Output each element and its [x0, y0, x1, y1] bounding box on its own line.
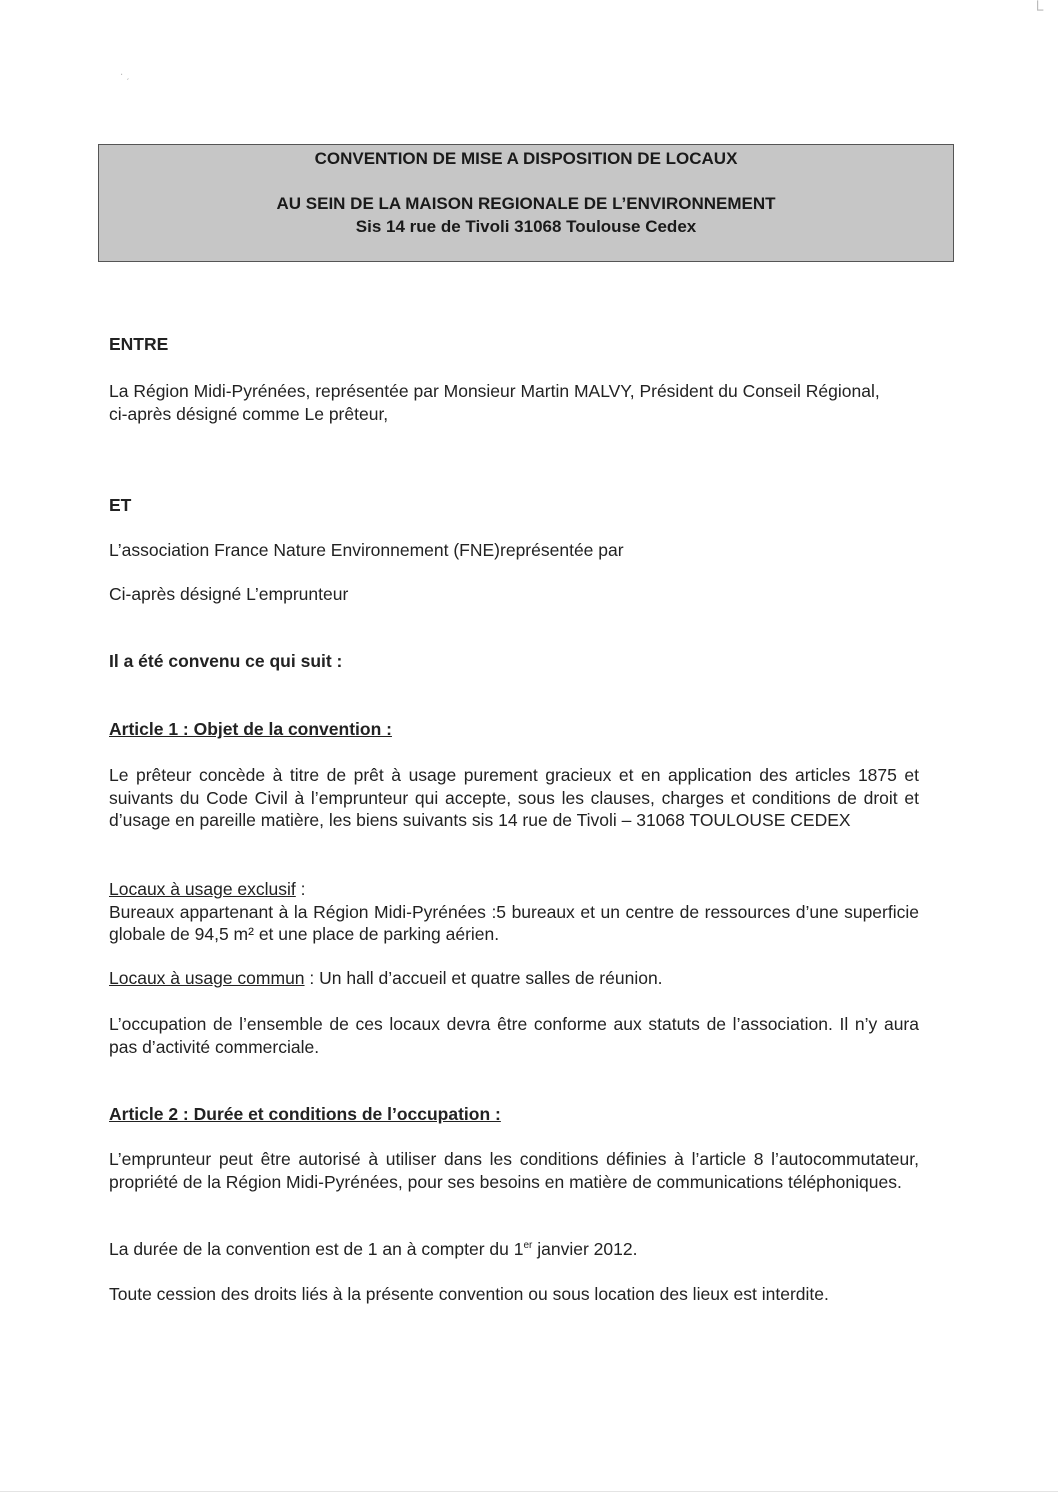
- common-text: : Un hall d’accueil et quatre salles de réunion.: [304, 968, 663, 988]
- address-line: Sis 14 rue de Tivoli 31068 Toulouse Cedex: [355, 217, 697, 236]
- occupation-text: L’occupation de l’ensemble de ces locaux devra être conforme aux statuts de l’association. Il n’y aura pas d’activité commerciale.: [109, 1014, 919, 1057]
- document-title: CONVENTION DE MISE A DISPOSITION DE LOCAUX: [314, 149, 738, 168]
- lender-block: [109, 380, 919, 425]
- duration-text: [109, 1238, 919, 1261]
- exclusive-label: Locaux à usage exclusif: [109, 879, 296, 899]
- scan-edge: [0, 1491, 1058, 1492]
- exclusive-premises: [109, 878, 919, 946]
- agreement-heading: Il a été convenu ce qui suit :: [109, 651, 343, 671]
- lender-text: La Région Midi-Pyrénées, représentée par Monsieur Martin MALVY, Président du Conseil Régional,: [109, 381, 880, 401]
- borrower-designation: Ci-après désigné L’emprunteur: [109, 584, 349, 604]
- entre-heading: ENTRE: [109, 334, 169, 354]
- article1-title: Article 1 : Objet de la convention :: [109, 719, 392, 739]
- scan-speck: ‧ ˏ: [120, 70, 130, 81]
- assignment-text: Toute cession des droits liés à la présente convention ou sous location des lieux est interdite.: [109, 1284, 829, 1304]
- duration-sup: er: [523, 1240, 533, 1252]
- title-box: [98, 144, 954, 262]
- common-label: Locaux à usage commun: [109, 968, 305, 988]
- duration-after: janvier 2012.: [532, 1239, 638, 1259]
- borrower-text: L’association France Nature Environnement (FNE)représentée par: [109, 540, 624, 560]
- document-subtitle: AU SEIN DE LA MAISON REGIONALE DE L’ENVIRONNEMENT: [276, 194, 776, 213]
- article1-intro: Le prêteur concède à titre de prêt à usage purement gracieux et en application des articles 1875 et suivants du Code Civil à l’emprunteur qui accepte, sous les clauses, charges et conditions de droit et d’usage en pareille matière, les biens suivants sis 14 rue de Tivoli – 31068 TOULOUSE CEDEX: [109, 765, 919, 830]
- exclusive-text: Bureaux appartenant à la Région Midi-Pyrénées :5 bureaux et un centre de ressources d’une superficie globale de 94,5 m² et une place de parking aérien.: [109, 901, 919, 944]
- exclusive-colon: :: [295, 879, 306, 899]
- et-heading: ET: [109, 495, 132, 515]
- lender-designation-line: ci-après désigné comme Le prêteur,: [109, 403, 389, 424]
- phone-text: L’emprunteur peut être autorisé à utiliser dans les conditions définies à l’article 8 l’autocommutateur, propriété de la Région Midi-Pyrénées, pour ses besoins en matière de communications téléphoniques.: [109, 1149, 919, 1192]
- article2-title: Article 2 : Durée et conditions de l’occupation :: [109, 1104, 501, 1124]
- common-premises: [109, 967, 919, 990]
- corner-mark: └: [1032, 2, 1044, 19]
- duration-before: La durée de la convention est de 1 an à compter du 1: [109, 1239, 524, 1259]
